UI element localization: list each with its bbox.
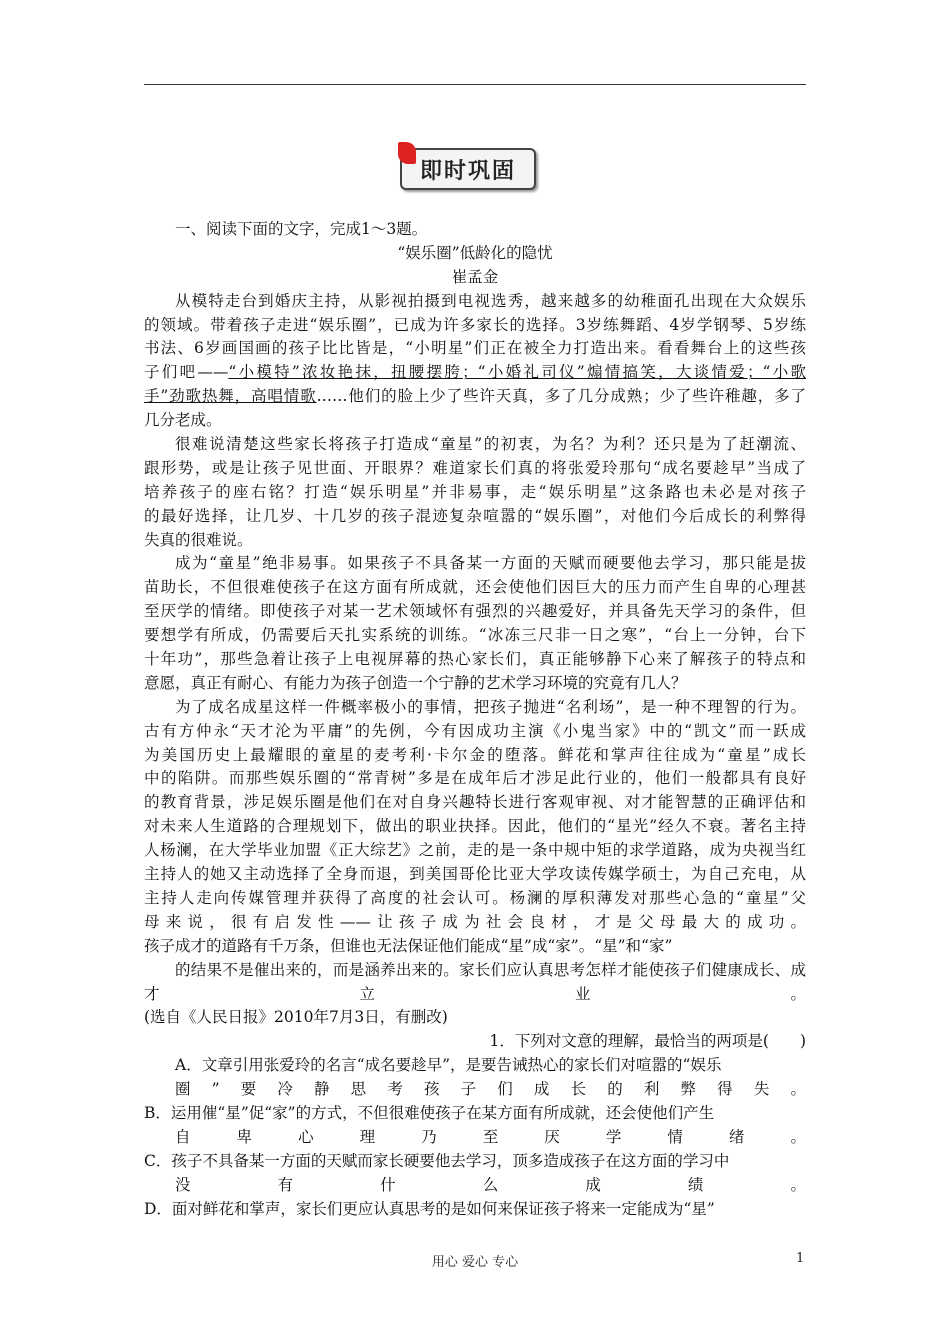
text-segment: 子们吧——	[144, 363, 229, 382]
text-line: 古有方仲永“天才沦为平庸”的先例，今有因成功主演《小鬼当家》中的“凯文”而一跃成	[144, 721, 806, 740]
text-line: 的领域。带着孩子走进“娱乐圈”，已成为许多家长的选择。3岁练舞蹈、4岁学钢琴、5岁练	[144, 315, 806, 334]
text-line	[144, 385, 806, 409]
text-line: 母来说，很有启发性——让孩子成为社会良材，才是父母最大的成功。	[144, 912, 806, 931]
text-line: 很难说清楚这些家长将孩子打造成“童星”的初衷，为名？为利？还只是为了赶潮流、	[175, 435, 806, 454]
text-line: 跟形势，或是让孩子见世面、开眼界？难道家长们真的将张爱玲那句“成名要趁早”当成了	[144, 458, 806, 477]
underlined-text: 手”劲歌热舞，高唱情歌	[144, 387, 317, 406]
text-line: 中的陷阱。而那些娱乐圈的“常青树”多是在成年后才涉足此行业的，他们一般都具有良好	[144, 769, 806, 788]
text-line: 失真的很难说。	[144, 530, 253, 549]
footer-motto: 用心 爱心 专心	[431, 1255, 519, 1270]
text-line: 几分老成。	[144, 411, 222, 430]
text-line: 人杨澜，在大学毕业加盟《正大综艺》之前，走的是一条中规中矩的求学道路，成为央视当红	[144, 841, 806, 860]
text-line: 孩子成才的道路有千万条，但谁也无法保证他们能成“星”成“家”。“星”和“家”	[144, 936, 673, 955]
option-c-cont: D．面对鲜花和掌声，家长们更应认真思考的是如何来保证孩子将来一定能成为“星”	[144, 1199, 715, 1218]
text-line: 才立业。	[144, 984, 806, 1003]
text-segment: ……他们的脸上少了些许天真，多了几分成熟；少了些许稚趣，多了	[316, 387, 806, 406]
banner-label: 即时巩固	[419, 157, 516, 184]
text-line: 意愿，真正有耐心、有能力为孩子创造一个宁静的艺术学习环境的究竟有几人？	[144, 673, 687, 692]
option-a: 圈”要冷静思考孩子们成长的利弊得失。	[175, 1080, 806, 1099]
text-line: (选自《人民日报》2010年7月3日，有删改)	[144, 1008, 448, 1027]
question-stem: A．文章引用张爱玲的名言“成名要趁早”，是要告诫热心的家长们对喧嚣的“娱乐	[175, 1056, 722, 1075]
text-line: 书法、6岁画国画的孩子比比皆是，“小明星”们正在被全力打造出来。看看舞台上的这些孩	[144, 339, 806, 358]
underlined-text: “小模特”浓妆艳抹，扭腰摆胯；“小婚礼司仪”煽情搞笑，大谈情爱；“小歌	[228, 363, 806, 382]
header-rule	[144, 84, 806, 85]
flag-icon	[398, 142, 416, 164]
text-line: 的教育背景，涉足娱乐圈是他们在对自身兴趣特长进行客观审视、对才能智慧的正确评估和	[144, 793, 806, 812]
text-line: 为美国历史上最耀眼的童星的麦考利·卡尔金的堕落。鲜花和掌声往往成为“童星”成长	[144, 745, 806, 764]
article-title: “娱乐圈”低龄化的隐忧	[397, 243, 553, 262]
text-line: 十年功”，那些急着让孩子上电视屏幕的热心家长们，真正能够静下心来了解孩子的特点和	[144, 650, 806, 669]
text-line: 主持人的她又主动选择了全身而退，到美国哥伦比亚大学攻读传媒学硕士，为自己充电，从	[144, 865, 806, 884]
option-c: 没有什么成绩。	[175, 1175, 806, 1194]
text-line: 培养孩子的座右铭？打造“娱乐明星”并非易事，走“娱乐明星”这条路也未必是对孩子	[144, 482, 806, 501]
option-b: 自卑心理乃至厌学情绪。	[175, 1127, 806, 1146]
question-intro: 一、阅读下面的文字，完成1～3题。	[175, 220, 428, 238]
text-line: 从模特走台到婚庆主持，从影视拍摄到电视选秀，越来越多的幼稚面孔出现在大众娱乐	[175, 291, 806, 310]
text-line: 的最好选择，让几岁、十几岁的孩子混迹复杂喧嚣的“娱乐圈”，对他们今后成长的利弊得	[144, 506, 806, 525]
text-line	[144, 361, 806, 385]
article-author: 崔孟金	[451, 267, 499, 286]
text-line: 对未来人生道路的合理规划下，做出的职业抉择。因此，他们的“星光”经久不衰。著名主持	[144, 817, 806, 836]
page-number: 1	[796, 1251, 805, 1266]
option-d	[144, 1221, 806, 1245]
option-a-cont: B．运用催“星”促“家”的方式，不但很难使孩子在某方面有所成就，还会使他们产生	[144, 1103, 715, 1122]
text-line: 要想学有所成，仍需要后天扎实系统的训练。“冰冻三尺非一日之寒”，“台上一分钟，台下	[144, 626, 806, 645]
text-line: 为了成名成星这样一件概率极小的事情，把孩子抛进“名利场”，是一种不理智的行为。	[175, 697, 806, 716]
option-b-cont: C．孩子不具备某一方面的天赋而家长硬要他去学习，顶多造成孩子在这方面的学习中	[144, 1151, 730, 1170]
section-banner	[400, 148, 536, 190]
text-line: 的结果不是催出来的，而是涵养出来的。家长们应认真思考怎样才能使孩子们健康成长、成	[175, 960, 806, 979]
text-line: 至厌学的情绪。即使孩子对某一艺术领域怀有强烈的兴趣爱好，并具备先天学习的条件，但	[144, 602, 806, 621]
text-line: 主持人走向传媒管理并获得了高度的社会认可。杨澜的厚积薄发对那些心急的“童星”父	[144, 888, 806, 907]
source-citation: 1．下列对文意的理解，最恰当的两项是( )	[489, 1032, 806, 1051]
text-line: 苗助长，不但很难使孩子在这方面有所成就，还会使他们因巨大的压力而产生自卑的心理甚	[144, 578, 806, 597]
article-body	[144, 218, 806, 1245]
text-line: 成为“童星”绝非易事。如果孩子不具备某一方面的天赋而硬要他去学习，那只能是拔	[175, 554, 806, 573]
